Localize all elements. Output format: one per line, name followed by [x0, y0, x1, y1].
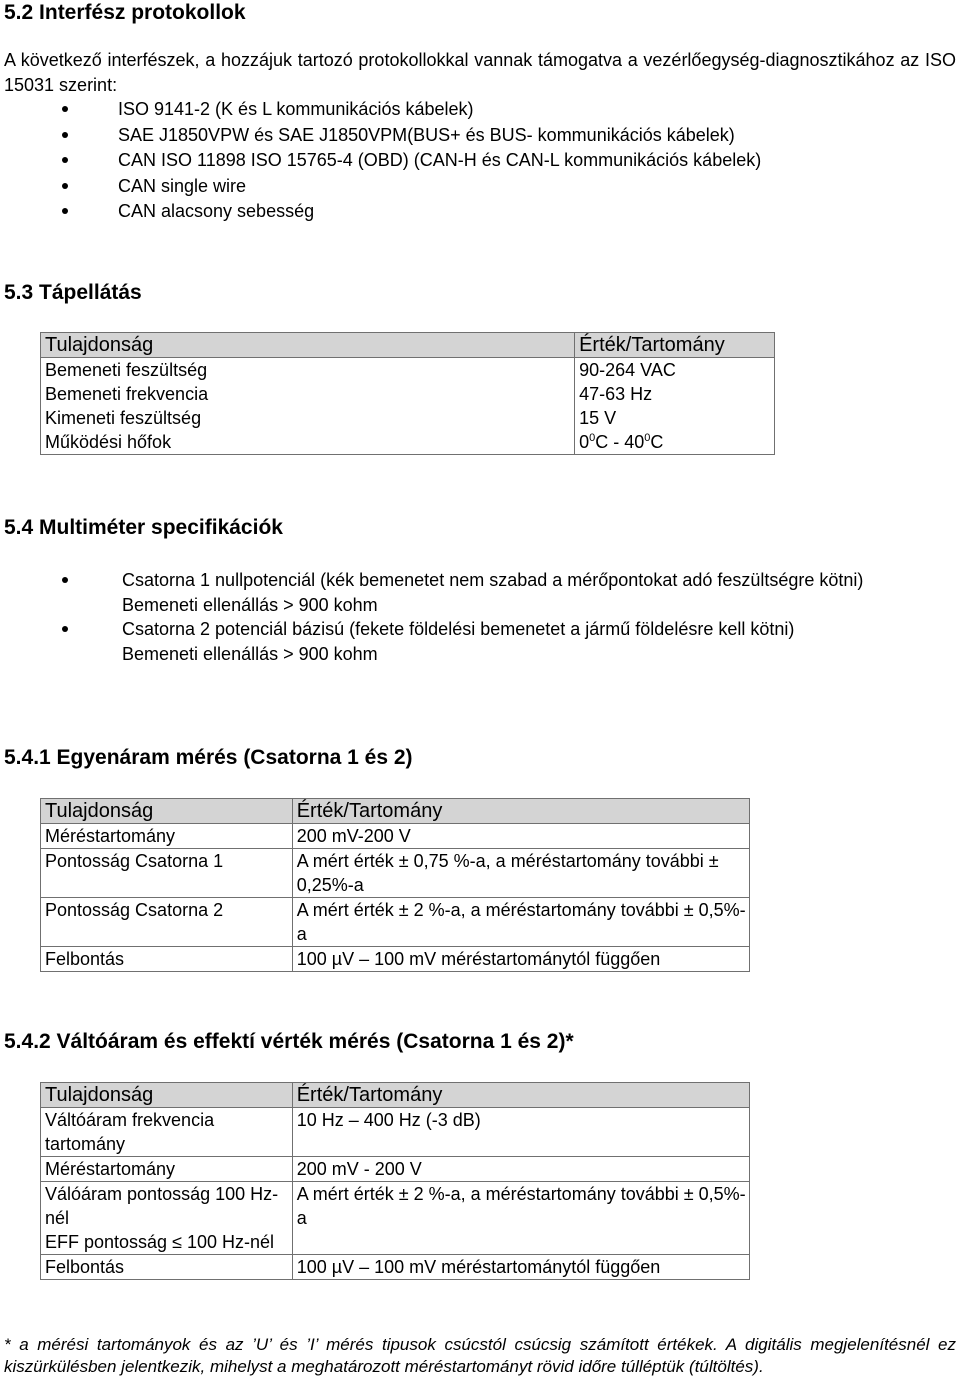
table-cell: 90-264 VAC	[575, 358, 775, 383]
table-cell: Működési hőfok	[41, 430, 575, 455]
table-cell: Méréstartomány	[41, 1157, 293, 1182]
table-cell: 100 µV – 100 mV méréstartománytól függően	[292, 1255, 749, 1280]
column-header: Érték/Tartomány	[575, 333, 775, 358]
table-cell: Felbontás	[41, 947, 293, 972]
column-header: Érték/Tartomány	[292, 799, 749, 824]
table-cell: 200 mV-200 V	[292, 824, 749, 849]
table-cell: 200 mV - 200 V	[292, 1157, 749, 1182]
section-heading-dc: 5.4.1 Egyenáram mérés (Csatorna 1 és 2)	[4, 746, 413, 769]
table-cell: 47-63 Hz	[575, 382, 775, 406]
section-heading-interface: 5.2 Interfész protokollok	[4, 1, 246, 24]
table-cell: 100 µV – 100 mV méréstartománytól függően	[292, 947, 749, 972]
table-cell: Váltóáram frekvencia tartomány	[41, 1108, 293, 1157]
table-cell: Pontosság Csatorna 2	[41, 898, 293, 947]
table-cell: Bemeneti feszültség	[41, 358, 575, 383]
column-header: Tulajdonság	[41, 799, 293, 824]
multimeter-list	[60, 568, 940, 666]
list-item: CAN ISO 11898 ISO 15765-4 (OBD) (CAN-H és CAN-L kommunikációs kábelek)	[60, 148, 761, 174]
table-cell: 15 V	[575, 406, 775, 430]
list-item: ISO 9141-2 (K és L kommunikációs kábelek)	[60, 97, 761, 123]
table-cell-temperature: $0^0C - 40^0C$	[575, 430, 775, 455]
table-cell: Méréstartomány	[41, 824, 293, 849]
table-cell: Bemeneti frekvencia	[41, 382, 575, 406]
intro-paragraph: A következő interfészek, a hozzájuk tartozó protokollokkal vannak támogatva a vezérlőegység-diagnosztikához az ISO 15031 szerint:	[4, 50, 956, 95]
dc-table	[40, 798, 750, 972]
section-heading-ac: 5.4.2 Váltóáram és effektí vérték mérés (Csatorna 1 és 2)*	[4, 1030, 574, 1053]
table-cell: A mért érték ± 2 %-a, a méréstartomány további ± 0,5%-a	[292, 1182, 749, 1255]
column-header: Tulajdonság	[41, 1083, 293, 1108]
ac-table	[40, 1082, 750, 1280]
table-cell: Válóáram pontosság 100 Hz-nél	[41, 1182, 293, 1231]
table-cell: 10 Hz – 400 Hz (-3 dB)	[292, 1108, 749, 1157]
table-cell: A mért érték ± 0,75 %-a, a méréstartomány további ± 0,25%-a	[292, 849, 749, 898]
table-cell: Pontosság Csatorna 1	[41, 849, 293, 898]
table-cell: Felbontás	[41, 1255, 293, 1280]
power-table	[40, 332, 775, 455]
column-header: Tulajdonság	[41, 333, 575, 358]
list-item: CAN alacsony sebesség	[60, 199, 761, 225]
list-item: Csatorna 1 nullpotenciál (kék bemenetet nem szabad a mérőpontokat adó feszültségre kötni) Bemeneti ellenállás > 900 kohm	[60, 568, 940, 617]
list-item: CAN single wire	[60, 174, 761, 200]
column-header: Érték/Tartomány	[292, 1083, 749, 1108]
interface-list	[60, 97, 761, 225]
table-cell: Kimeneti feszültség	[41, 406, 575, 430]
section-heading-multimeter: 5.4 Multiméter specifikációk	[4, 516, 283, 539]
footnote: * a mérési tartományok és az ’U’ és ’I’ mérés tipusok csúcstól csúcsig számított értékek. A digitális megjelenítésnél ez kiszürkülésben jelentkezik, mihelyst a meghatározott méréstartományt rövid időre túlléptük (túltöltés).	[4, 1335, 956, 1376]
list-item: Csatorna 2 potenciál bázisú (fekete földelési bemenetet a jármű földelésre kell kötni) Bemeneti ellenállás > 900 kohm	[60, 617, 940, 666]
table-cell: A mért érték ± 2 %-a, a méréstartomány további ± 0,5%-a	[292, 898, 749, 947]
list-item: SAE J1850VPW és SAE J1850VPM(BUS+ és BUS- kommunikációs kábelek)	[60, 123, 761, 149]
table-cell: EFF pontosság ≤ 100 Hz-nél	[41, 1230, 293, 1255]
section-heading-power: 5.3 Tápellátás	[4, 281, 142, 304]
